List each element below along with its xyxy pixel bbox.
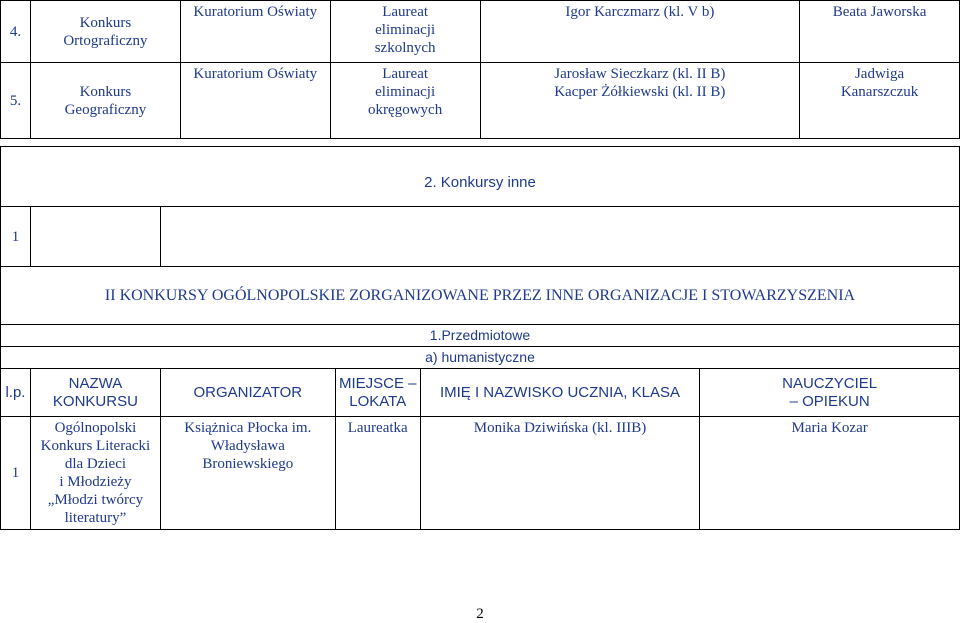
teacher-line: Kanarszczuk <box>840 84 919 100</box>
teacher <box>800 63 960 139</box>
contest-name-line: i Młodzieży <box>59 474 132 490</box>
contest-name-line: Konkurs <box>79 83 132 100</box>
contest-name <box>30 63 180 139</box>
row-number: 1 <box>1 207 31 267</box>
contest-name-line: Ogólnopolski <box>54 420 137 436</box>
table-row <box>1 1 960 63</box>
organizer: Kuratorium Oświaty <box>180 1 330 63</box>
organizer: Kuratorium Oświaty <box>180 63 330 139</box>
header-name <box>30 369 160 417</box>
row-number: 1 <box>1 417 31 530</box>
subsection-title: 1.Przedmiotowe <box>1 325 960 347</box>
header-lp: l.p. <box>1 369 31 417</box>
konkursy-inne-title-row <box>1 147 960 207</box>
header-student: IMIĘ I NAZWISKO UCZNIA, KLASA <box>420 369 700 417</box>
contest-name <box>30 1 180 63</box>
place-line: eliminacji <box>375 22 436 38</box>
organizer <box>160 417 335 530</box>
contest-name-line: „Młodzi twórcy <box>47 492 144 508</box>
place-line: Laureat <box>382 4 429 20</box>
student-line: Igor Karczmarz (kl. V b) <box>565 4 715 20</box>
contest-name <box>30 417 160 530</box>
category-row <box>1 347 960 369</box>
header-teacher-line: – OPIEKUN <box>789 392 870 410</box>
header-place-line: LOKATA <box>349 392 407 410</box>
header-name-line: KONKURSU <box>52 392 138 410</box>
subsection-row <box>1 325 960 347</box>
teacher-line: Jadwiga <box>854 66 905 82</box>
contest-name-line: Ortograficzny <box>63 32 148 49</box>
contest-table-main <box>0 146 960 530</box>
row-number: 4. <box>1 1 31 63</box>
row-number: 5. <box>1 63 31 139</box>
contest-name-line: Konkurs <box>79 14 132 31</box>
student-line: Jarosław Sieczkarz (kl. II B) <box>554 66 726 82</box>
organizer-line: Władysława Broniewskiego <box>202 438 294 472</box>
contest-table-top <box>0 0 960 139</box>
place <box>330 1 480 63</box>
contest-name-line: dla Dzieci <box>64 456 127 472</box>
empty-cell <box>160 207 959 267</box>
header-place <box>335 369 420 417</box>
students <box>480 63 800 139</box>
category-title: a) humanistyczne <box>1 347 960 369</box>
contest-name-line: Geograficzny <box>64 101 147 118</box>
students <box>480 1 800 63</box>
teacher: Maria Kozar <box>700 417 960 530</box>
place: Laureatka <box>335 417 420 530</box>
place-line: Laureat <box>382 66 429 82</box>
teacher-line: Beata Jaworska <box>832 4 927 20</box>
place-line: eliminacji <box>375 84 436 100</box>
section-title: II KONKURSY OGÓLNOPOLSKIE ZORGANIZOWANE PRZEZ INNE ORGANIZACJE I STOWARZYSZENIA <box>1 267 960 325</box>
header-organizer: ORGANIZATOR <box>160 369 335 417</box>
organizer-line: Książnica Płocka im. <box>184 420 312 436</box>
student-line: Kacper Żółkiewski (kl. II B) <box>554 84 726 100</box>
konkursy-inne-title: 2. Konkursy inne <box>1 147 960 207</box>
teacher <box>800 1 960 63</box>
header-row <box>1 369 960 417</box>
table-row <box>1 63 960 139</box>
page-number: 2 <box>476 606 484 622</box>
header-teacher <box>700 369 960 417</box>
contest-name-line: literatury” <box>64 510 127 526</box>
place-line: szkolnych <box>374 40 436 56</box>
section-title-row <box>1 267 960 325</box>
header-place-line: MIEJSCE – <box>338 374 417 392</box>
place-line: okręgowych <box>368 102 443 118</box>
student: Monika Dziwińska (kl. IIIB) <box>420 417 700 530</box>
contest-name-line: Konkurs Literacki <box>40 438 151 454</box>
table-row <box>1 207 960 267</box>
place <box>330 63 480 139</box>
header-teacher-line: NAUCZYCIEL <box>782 374 878 392</box>
header-name-line: NAZWA <box>68 374 123 392</box>
empty-cell <box>30 207 160 267</box>
table-row <box>1 417 960 530</box>
